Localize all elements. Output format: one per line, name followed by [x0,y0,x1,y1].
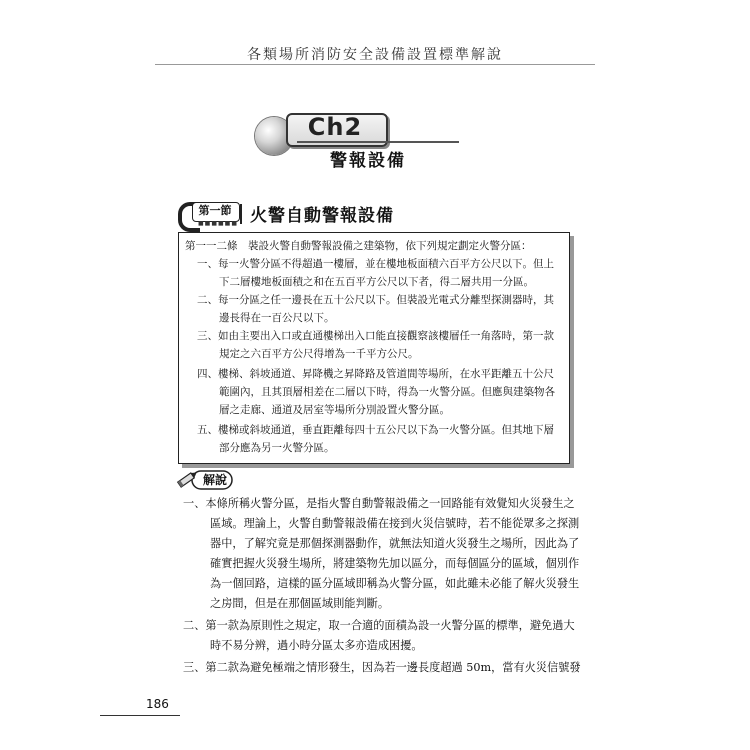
article-line: 層之走廊、通道及居室等場所分別設置火警分區。 [219,404,450,416]
article-line: 一、每一火警分區不得超過一樓層，並在樓地板面積六百平方公尺以下。但上 [197,258,554,270]
explanation-line: 確實把握火災發生場所，將建築物先加以區分，而每個區分的區域，個別作 [210,557,580,570]
header-rule [155,64,595,65]
article-line: 範圍內，且其頂層相差在二層以下時，得為一火警分區。但應與建築物各 [219,386,555,398]
explanation-line: 之房間，但是在那個區域則能判斷。 [210,597,390,610]
page-number: 186 [146,697,169,711]
explanation-line: 為一個回路，這樣的區分區域即稱為火警分區，如此雖未必能了解火災發生 [210,577,580,590]
article-line: 規定之六百平方公尺得增為一千平方公尺。 [219,348,419,360]
article-line: 第一一二條 裝設火警自動警報設備之建築物，依下列規定劃定火警分區： [185,240,532,252]
explanation-line: 二、第一款為原則性之規定，取一合適的面積為設一火警分區的標準，避免過大 [183,619,575,632]
explanation-line: 一、本條所稱火警分區，是指火警自動警報設備之一回路能有效覺知火災發生之 [183,497,575,510]
explanation-label: 解說 [202,473,227,487]
section-dots-icon: ■■■■■■ [198,220,239,227]
chapter-title: 警報設備 [330,151,406,171]
article-line: 邊長得在一百公尺以下。 [219,312,335,324]
explanation-line: 時不易分辨，過小時分區太多亦造成困擾。 [210,639,423,652]
article-line: 五、樓梯或斜坡通道，垂直距離每四十五公尺以下為一火警分區。但其地下層 [197,424,554,436]
chapter-rule [297,141,459,143]
explanation-line: 器中，了解究竟是那個探測器動作，就無法知道火災發生之場所，因此為了 [210,537,580,550]
article-line: 三、如由主要出入口或直通樓梯出入口能直接觀察該樓層任一角落時，第一款 [197,330,554,342]
article-line: 部分應為另一火警分區。 [219,442,335,454]
chapter-label: Ch2 [307,113,363,141]
section-label: 第一節 [198,204,232,217]
article-line: 四、樓梯、斜坡通道、昇降機之昇降路及管道間等場所，在水平距離五十公尺 [197,368,554,380]
footer-rule [100,715,180,716]
explanation-line: 三、第二款為避免極端之情形發生，因為若一邊長度超過 50m，當有火災信號發 [183,661,581,674]
article-box [178,232,570,464]
section-title: 火警自動警報設備 [250,206,394,226]
explanation-line: 區域。理論上，火警自動警報設備在接到火災信號時，若不能從眾多之探測 [210,517,580,530]
article-line: 二、每一分區之任一邊長在五十公尺以下。但裝設光電式分離型探測器時，其 [197,294,554,306]
article-line: 下二層樓地板面積之和在五百平方公尺以下者，得二層共用一分區。 [219,276,534,288]
running-header: 各類場所消防安全設備設置標準解說 [247,47,503,63]
section-divider [240,204,242,224]
